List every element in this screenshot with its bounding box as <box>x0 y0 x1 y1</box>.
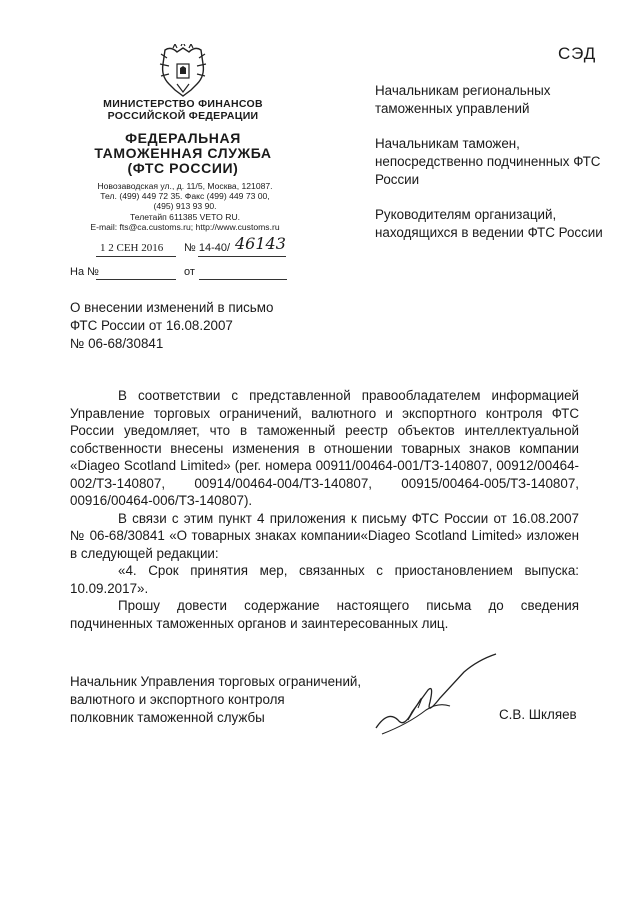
phone-line: (495) 913 93 90. <box>153 201 217 212</box>
teletype-line: Телетайп 611385 VETO RU. <box>129 211 241 222</box>
signatory-name: С.В. Шкляев <box>499 707 577 722</box>
phone-line: Тел. (499) 449 72 35. Факс (499) 449 73 00, <box>100 191 270 202</box>
service-line: ФЕДЕРАЛЬНАЯ <box>125 130 241 146</box>
body-paragraph: В соответствии с представленной правообладателем информацией Управление торговых ограничений, валютного и экспортного контроля ФТС России уведомляет, что в таможенный реестр объектов интеллектуальной собственности внесены изменения в отношении товарных знаков компании «Diageo Scotland Limited» (рег. номера 00911/00464-001/ТЗ-140807, 00912/00464-002/ТЗ-140807, 00914/00464-004/ТЗ-140807, 00915/00464-005/ТЗ-140807, 00916/00464-006/ТЗ-140807). <box>70 388 579 508</box>
subject-line: № 06-68/30841 <box>70 336 164 351</box>
number-underline <box>198 256 286 257</box>
reply-number-line <box>96 279 176 280</box>
ministry-line: МИНИСТЕРСТВО ФИНАНСОВ <box>103 98 263 110</box>
email-line: E-mail: fts@ca.customs.ru; http://www.customs.ru <box>90 221 280 232</box>
reply-from-label: от <box>184 266 195 278</box>
letter-subject <box>70 299 273 353</box>
reply-date-line <box>199 279 287 280</box>
body-paragraph: В связи с этим пункт 4 приложения к письму ФТС России от 16.08.2007 № 06-68/30841 «О товарных знаках компании«Diageo Scotland Limited» изложен в следующей редакции: <box>70 510 579 561</box>
recipient: Начальникам таможен, непосредственно подчиненных ФТС России <box>375 136 601 187</box>
recipient: Руководителям организаций, находящихся в ведении ФТС России <box>375 207 603 240</box>
subject-line: О внесении изменений в письмо <box>70 300 274 315</box>
address-line: Новозаводская ул., д. 11/5, Москва, 121087. <box>97 181 273 191</box>
signatory-title <box>70 673 361 727</box>
date-underline <box>96 256 176 257</box>
registration-number-handwritten: 46143 <box>235 234 286 253</box>
ministry-line: РОССИЙСКОЙ ФЕДЕРАЦИИ <box>107 110 259 122</box>
handwritten-signature <box>368 650 508 740</box>
ministry-name <box>78 98 288 122</box>
registration-number-prefix: № 14-40/ <box>184 242 231 254</box>
subject-line: ФТС России от 16.08.2007 <box>70 318 233 333</box>
contact-block <box>70 181 300 232</box>
sed-mark: СЭД <box>558 44 597 63</box>
recipient: Начальникам региональных таможенных управлений <box>375 83 551 116</box>
signatory-title-line: Начальник Управления торговых ограничений, <box>70 674 362 689</box>
body-paragraph: «4. Срок принятия мер, связанных с приостановлением выпуска: 10.09.2017». <box>70 563 579 596</box>
signatory-title-line: валютного и экспортного контроля <box>70 692 285 707</box>
coat-of-arms-emblem <box>157 44 209 98</box>
body-paragraph: Прошу довести содержание настоящего письма до сведения подчиненных таможенных органов и заинтересованных лиц. <box>70 598 579 631</box>
registration-date: 1 2 СЕН 2016 <box>100 242 164 254</box>
recipients-block <box>375 82 610 259</box>
signatory-title-line: полковник таможенной службы <box>70 710 265 725</box>
service-line: (ФТС РОССИИ) <box>127 160 239 176</box>
service-name <box>78 131 288 176</box>
reply-label: На № <box>70 266 99 278</box>
letter-body <box>70 387 579 632</box>
service-line: ТАМОЖЕННАЯ СЛУЖБА <box>94 145 272 161</box>
